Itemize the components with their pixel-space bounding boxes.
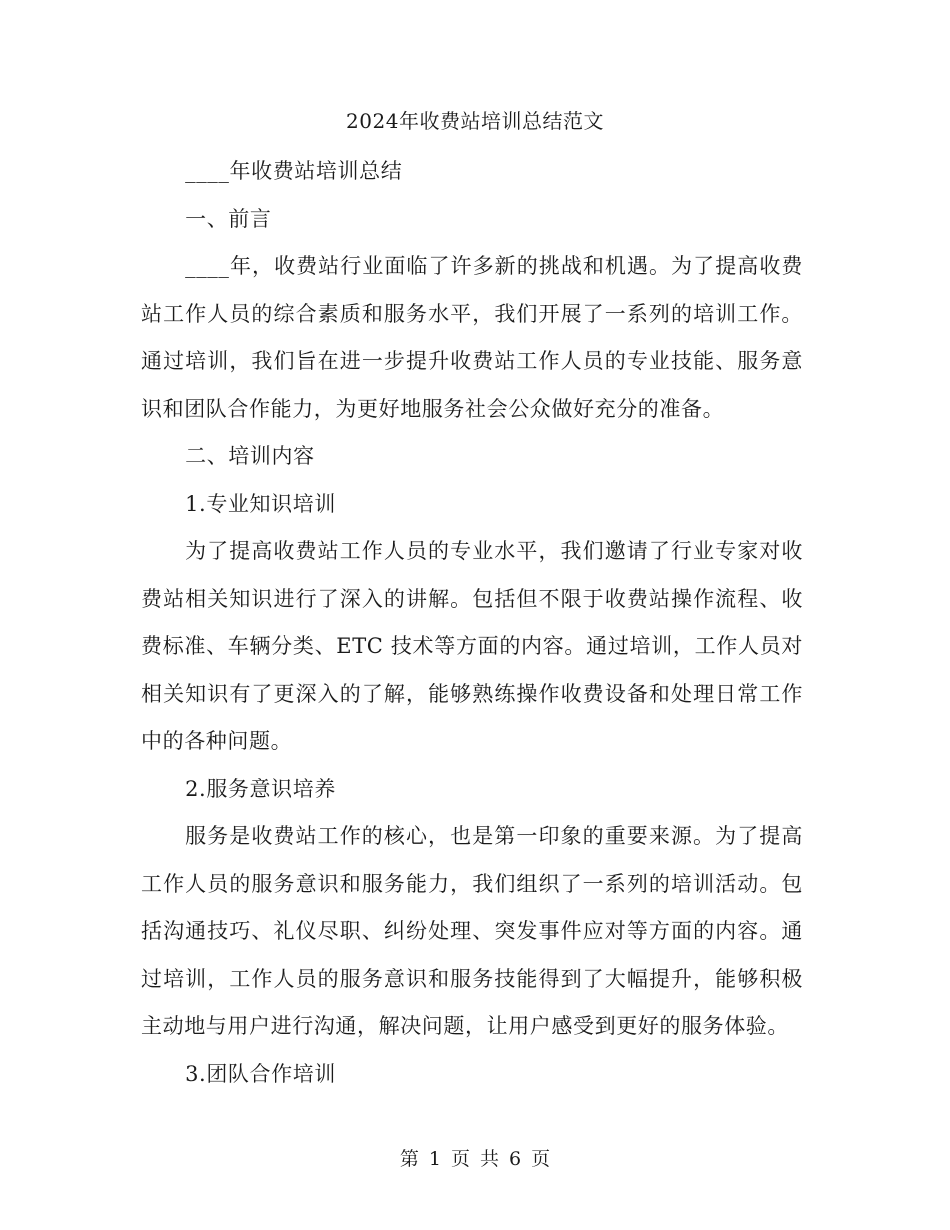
section-heading-preface: 一、前言	[185, 206, 272, 231]
subheading-service-awareness: 2.服务意识培养	[185, 776, 336, 801]
preface-paragraph: ____年，收费站行业面临了许多新的挑战和机遇。为了提高收费站工作人员的综合素质和服务水平，我们开展了一系列的培训工作。通过培训，我们旨在进一步提升收费站工作人员的专业技能、服务意识和团队合作能力，为更好地服务社会公众做好充分的准备。	[141, 254, 803, 421]
professional-knowledge-paragraph: 为了提高收费站工作人员的专业水平，我们邀请了行业专家对收费站相关知识进行了深入的讲解。包括但不限于收费站操作流程、收费标准、车辆分类、ETC 技术等方面的内容。通过培训，工作人员对相关知识有了更深入的了解，能够熟练操作收费设备和处理日常工作中的各种问题。	[141, 539, 803, 753]
page-footer: 第 1 页 共 6 页	[399, 1148, 551, 1170]
subheading-teamwork: 3.团队合作培训	[185, 1061, 336, 1086]
document-body	[141, 148, 803, 1098]
document-title: 2024年收费站培训总结范文	[346, 109, 604, 133]
service-awareness-paragraph: 服务是收费站工作的核心，也是第一印象的重要来源。为了提高工作人员的服务意识和服务能力，我们组织了一系列的培训活动。包括沟通技巧、礼仪尽职、纠纷处理、突发事件应对等方面的内容。通过培训，工作人员的服务意识和服务技能得到了大幅提升，能够积极主动地与用户进行沟通，解决问题，让用户感受到更好的服务体验。	[141, 824, 803, 1038]
subheading-professional-knowledge: 1.专业知识培训	[185, 491, 336, 516]
section-heading-training-content: 二、培训内容	[185, 444, 315, 468]
subtitle-paragraph: ____年收费站培训总结	[185, 159, 403, 183]
